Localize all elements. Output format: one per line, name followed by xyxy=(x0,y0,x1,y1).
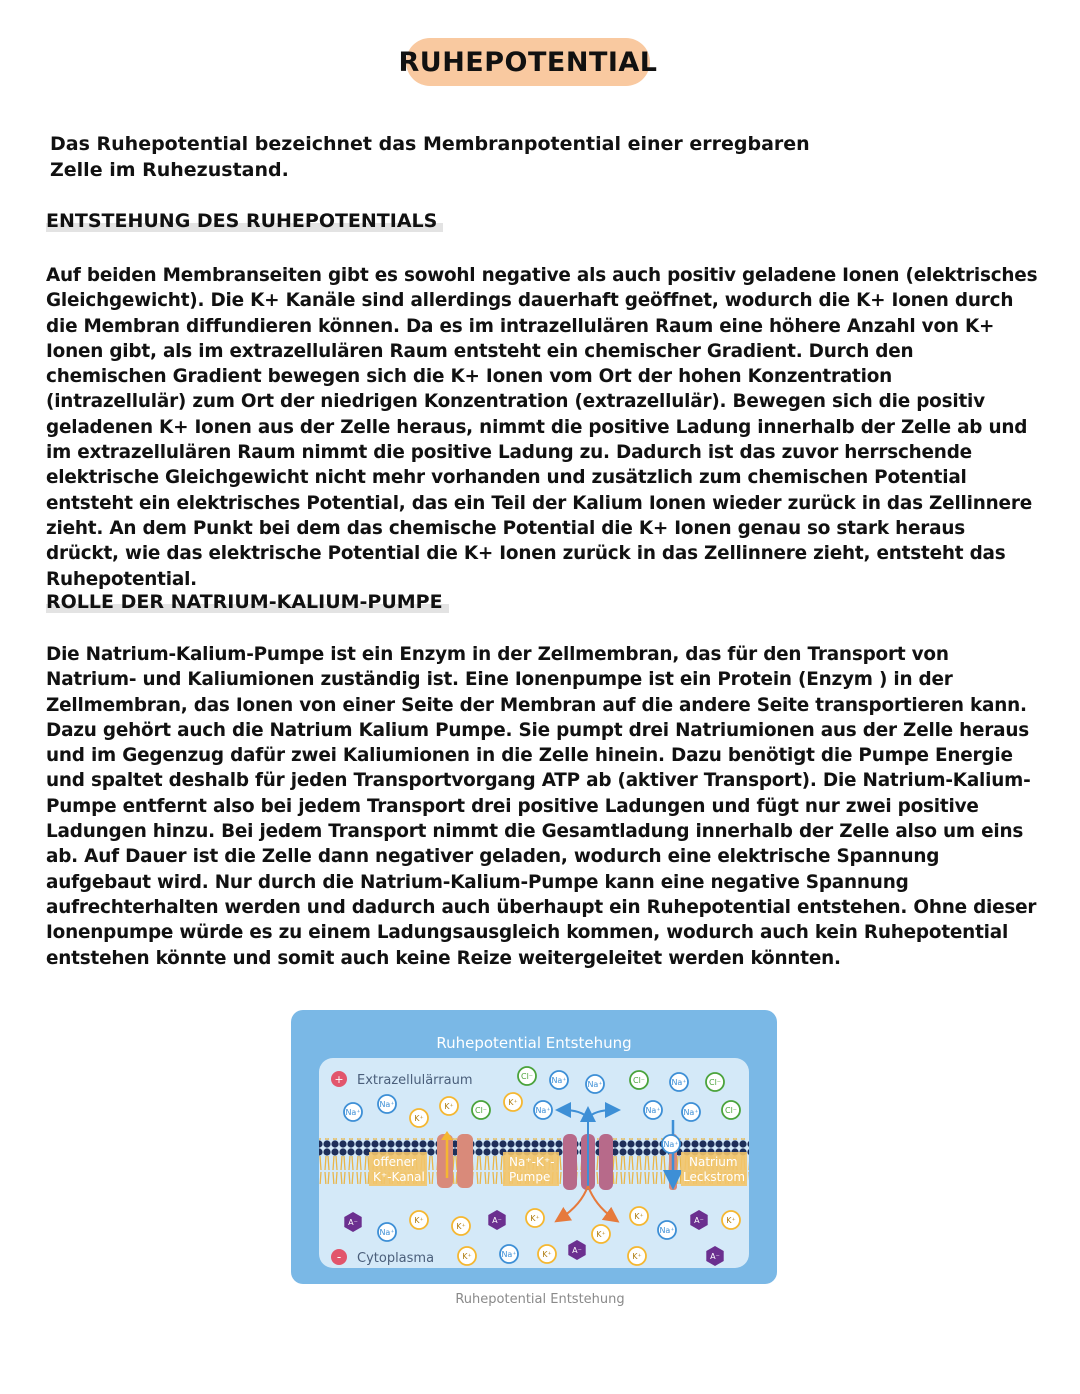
k-channel-left xyxy=(437,1134,453,1188)
ion-na xyxy=(682,1103,700,1121)
leak-label xyxy=(681,1152,747,1186)
diagram-title: Ruhepotential Entstehung xyxy=(436,1034,632,1052)
resting-potential-diagram xyxy=(291,1010,777,1284)
ion-cl xyxy=(706,1073,724,1091)
svg-text:K⁺: K⁺ xyxy=(634,1212,644,1221)
svg-text:Na⁺: Na⁺ xyxy=(535,1106,551,1115)
svg-text:K⁺: K⁺ xyxy=(726,1216,736,1225)
ion-k xyxy=(452,1217,470,1235)
k-channel-right xyxy=(457,1134,473,1188)
section-heading-pumpe: ROLLE DER NATRIUM-KALIUM-PUMPE xyxy=(46,591,449,613)
svg-text:K⁺: K⁺ xyxy=(456,1222,466,1231)
ion-k xyxy=(722,1211,740,1229)
svg-text:K⁺: K⁺ xyxy=(508,1098,518,1107)
section-text-entstehung: Auf beiden Membranseiten gibt es sowohl negative als auch positiv geladene Ionen (elektrisches Gleichgewicht). Die K+ Kanäle sind allerdings dauerhaft geöffnet, wodurch die K+ Ionen durch die Membran diffundieren können. Da es im intrazellulären Raum eine höhere Anzahl von K+ Ionen gibt, als im extrazellulären Raum entsteht ein chemischer Gradient. Durch den chemischen Gradient bewegen sich die K+ Ionen vom Ort der hohen Konzentration (intrazellulär) zum Ort der niedrigen Konzentration (extrazellulär). Bewegen sich die positiv geladenen K+ Ionen aus der Zelle heraus, nimmt die positive Ladung innerhalb der Zelle ab und im extrazellulären Raum nimmt die positive Ladung zu. Dadurch ist das zuvor herrschende elektrische Gleichgewicht nicht mehr vorhanden und zusätzlich zum chemischen Potential entsteht ein elektrisches Potential, das ein Teil der Kalium Ionen wieder zurück in das Zellinnere zieht. An dem Punkt bei dem das chemische Potential die K+ Ionen genau so stark heraus drückt, wie das elektrische Potential die K+ Ionen zurück in das Zellinnere zieht, entsteht das Ruhepotential. xyxy=(46,265,1038,590)
svg-text:K⁺: K⁺ xyxy=(444,1102,454,1111)
ion-k xyxy=(410,1109,428,1127)
svg-text:Na⁺: Na⁺ xyxy=(663,1140,679,1149)
svg-text:Na⁺: Na⁺ xyxy=(379,1228,395,1237)
svg-text:Na⁺: Na⁺ xyxy=(659,1226,675,1235)
ion-cl xyxy=(472,1101,490,1119)
ion-na xyxy=(378,1095,396,1113)
pump-right xyxy=(599,1134,613,1190)
ion-na xyxy=(378,1223,396,1241)
ion-k xyxy=(538,1245,556,1263)
page-title: RUHEPOTENTIAL xyxy=(398,46,658,78)
svg-text:Na⁺: Na⁺ xyxy=(551,1076,567,1085)
channel-label xyxy=(369,1152,427,1186)
ion-k xyxy=(458,1247,476,1265)
svg-text:A⁻: A⁻ xyxy=(348,1218,358,1227)
extracellular-label: Extrazellulärraum xyxy=(357,1073,473,1088)
intro-text: Das Ruhepotential bezeichnet das Membranpotential einer erregbaren Zelle im Ruhezustand. xyxy=(50,133,810,181)
svg-text:K⁺: K⁺ xyxy=(530,1214,540,1223)
ion-cl xyxy=(518,1067,536,1085)
svg-text:Na⁺: Na⁺ xyxy=(683,1108,699,1117)
ion-na xyxy=(586,1075,604,1093)
ion-na xyxy=(658,1221,676,1239)
svg-text:K⁺: K⁺ xyxy=(542,1250,552,1259)
svg-text:Natrium: Natrium xyxy=(689,1155,738,1169)
svg-text:Pumpe: Pumpe xyxy=(509,1170,551,1184)
svg-text:K⁺: K⁺ xyxy=(414,1114,424,1123)
pump-label xyxy=(503,1152,559,1186)
svg-text:Cl⁻: Cl⁻ xyxy=(632,1076,646,1085)
svg-text:Na⁺-K⁺-: Na⁺-K⁺- xyxy=(509,1155,555,1169)
svg-text:A⁻: A⁻ xyxy=(492,1216,502,1225)
ion-k xyxy=(504,1093,522,1111)
svg-text:K⁺-Kanal: K⁺-Kanal xyxy=(373,1170,425,1184)
svg-text:Leckstrom: Leckstrom xyxy=(683,1170,746,1184)
svg-text:K⁺: K⁺ xyxy=(462,1252,472,1261)
svg-text:Na⁺: Na⁺ xyxy=(587,1080,603,1089)
section-heading-entstehung: ENTSTEHUNG DES RUHEPOTENTIALS xyxy=(46,210,443,232)
ion-cl xyxy=(630,1071,648,1089)
ion-k xyxy=(526,1209,544,1227)
svg-text:Cl⁻: Cl⁻ xyxy=(724,1106,738,1115)
figure-caption: Ruhepotential Entstehung xyxy=(455,1292,625,1307)
svg-text:Na⁺: Na⁺ xyxy=(501,1250,517,1259)
svg-text:-: - xyxy=(336,1250,342,1264)
svg-text:Na⁺: Na⁺ xyxy=(645,1106,661,1115)
svg-text:+: + xyxy=(334,1073,344,1086)
svg-text:Cl⁻: Cl⁻ xyxy=(708,1078,722,1087)
svg-text:A⁻: A⁻ xyxy=(572,1246,582,1255)
svg-text:Na⁺: Na⁺ xyxy=(345,1108,361,1117)
section-text-pumpe: Die Natrium-Kalium-Pumpe ist ein Enzym in der Zellmembran, das für den Transport von Natrium- und Kaliumionen zuständig ist. Eine Ionenpumpe ist ein Protein (Enzym ) in der Zellmembran, das Ionen von einer Seite der Membran auf die andere Seite transportieren kann. Dazu gehört auch die Natrium Kalium Pumpe. Sie pumpt drei Natriumionen aus der Zelle heraus und im Gegenzug dafür zwei Kaliumionen in die Zelle hinein. Dazu benötigt die Pumpe Energie und spaltet deshalb für jeden Transportvorgang ATP ab (aktiver Transport). Die Natrium-Kalium-Pumpe entfernt also bei jedem Transport drei positive Ladungen und fügt nur zwei positive Ladungen hinzu. Bei jedem Transport nimmt die Gesamtladung innerhalb der Zelle also um eins ab. Auf Dauer ist die Zelle dann negativer geladen, wodurch eine elektrische Spannung aufgebaut wird. Nur durch die Natrium-Kalium-Pumpe kann eine negative Spannung aufrechterhalten werden und dadurch auch überhaupt ein Ruhepotential entstehen. Ohne dieser Ionenpumpe würde es zu einem Ladungsausgleich kommen, wodurch auch kein Ruhepotential entstehen könnte und somit auch keine Reize weitergeleitet werden könnten. xyxy=(46,644,1037,969)
ion-na xyxy=(500,1245,518,1263)
ion-k xyxy=(630,1207,648,1225)
ion-na xyxy=(534,1101,552,1119)
ion-k xyxy=(440,1097,458,1115)
svg-text:Na⁺: Na⁺ xyxy=(379,1100,395,1109)
title-badge xyxy=(398,38,658,86)
ion-na xyxy=(644,1101,662,1119)
ion-na xyxy=(662,1135,680,1153)
svg-text:Cl⁻: Cl⁻ xyxy=(474,1106,488,1115)
ion-k xyxy=(628,1247,646,1265)
ion-na xyxy=(550,1071,568,1089)
svg-text:K⁺: K⁺ xyxy=(596,1230,606,1239)
ion-k xyxy=(410,1211,428,1229)
ion-na xyxy=(344,1103,362,1121)
svg-text:K⁺: K⁺ xyxy=(632,1252,642,1261)
svg-text:A⁻: A⁻ xyxy=(694,1216,704,1225)
svg-text:Na⁺: Na⁺ xyxy=(671,1078,687,1087)
ion-na xyxy=(670,1073,688,1091)
pump-left xyxy=(563,1134,577,1190)
svg-text:Cl⁻: Cl⁻ xyxy=(520,1072,534,1081)
svg-text:A⁻: A⁻ xyxy=(710,1252,720,1261)
ion-k xyxy=(592,1225,610,1243)
svg-text:K⁺: K⁺ xyxy=(414,1216,424,1225)
cytoplasm-label: Cytoplasma xyxy=(357,1251,435,1266)
svg-text:offener: offener xyxy=(373,1155,416,1169)
ion-cl xyxy=(722,1101,740,1119)
